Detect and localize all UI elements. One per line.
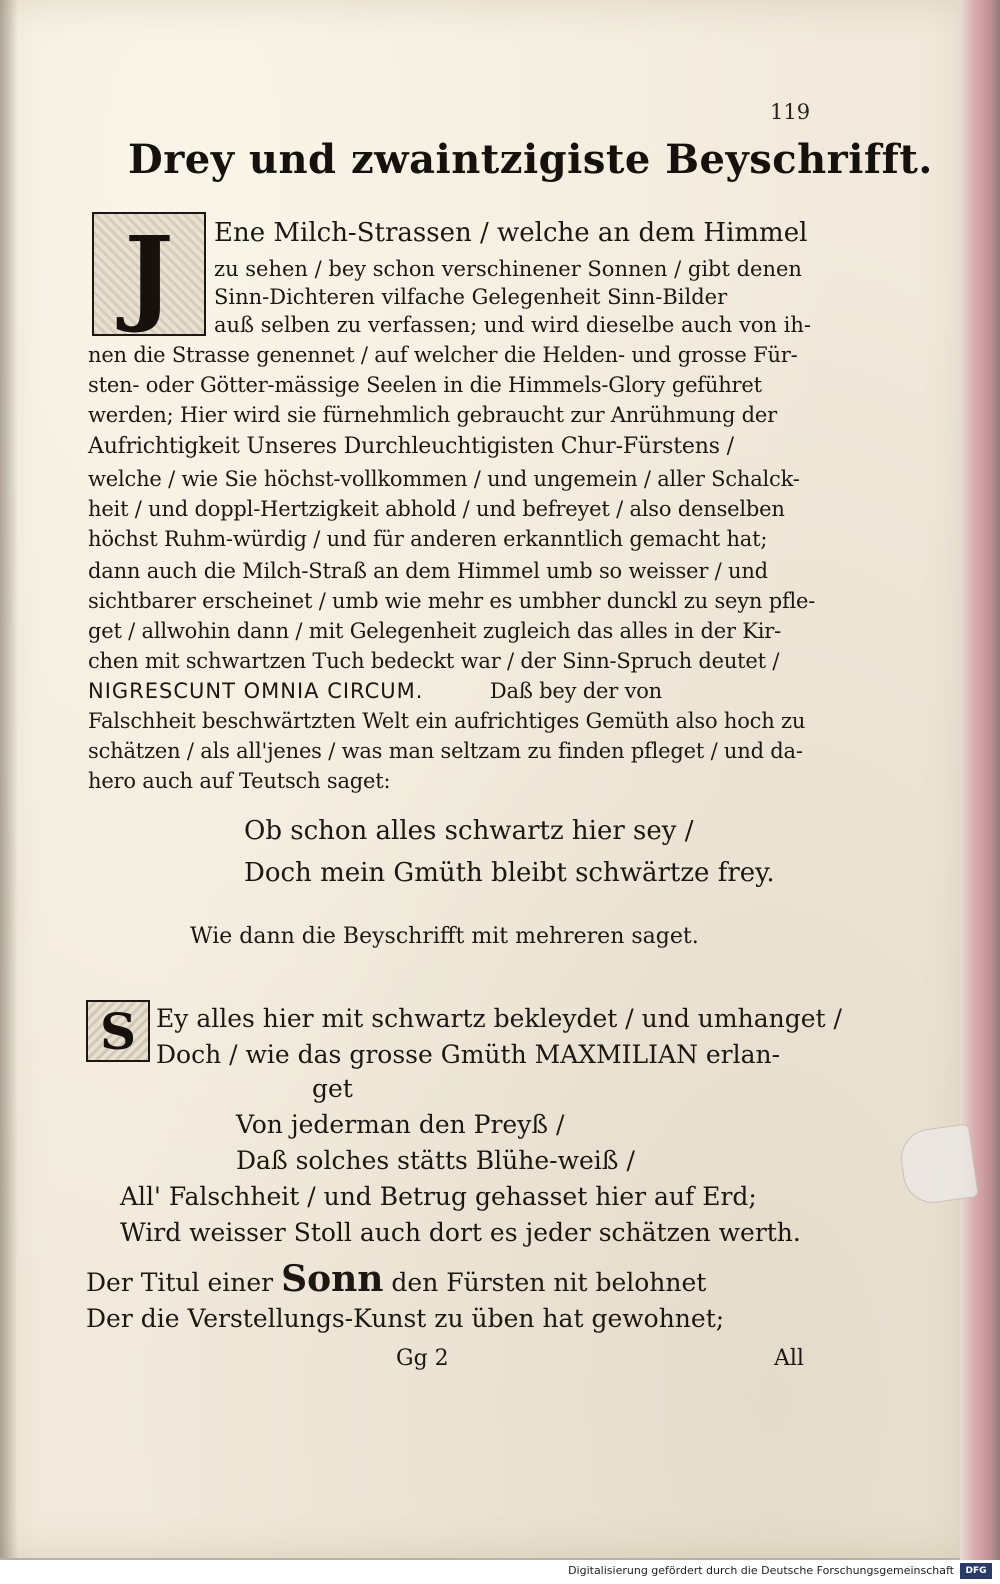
- page-number: 119: [770, 100, 811, 124]
- poem-line: Ey alles hier mit schwartz bekleydet / und umhanget /: [156, 1004, 842, 1033]
- text-line: heit / und doppl-Hertzigkeit abhold / und befreyet / also denselben: [88, 497, 785, 521]
- poem-line: Daß solches stätts Blühe-weiß /: [236, 1146, 635, 1175]
- text-line: schätzen / als all'jenes / was man seltzam zu finden pfleget / und da-: [88, 739, 803, 763]
- poem-initial: S: [86, 1000, 150, 1062]
- text-line: nen die Strasse genennet / auf welcher die Helden- und grosse Für-: [88, 343, 798, 367]
- text-line: Ene Milch-Strassen / welche an dem Himmel: [214, 218, 808, 248]
- drop-cap-initial: J: [92, 212, 206, 336]
- couplet-line: Doch mein Gmüth bleibt schwärtze frey.: [244, 858, 775, 888]
- latin-motto: NIGRESCUNT OMNIA CIRCUM.: [88, 679, 424, 703]
- text-line: welche / wie Sie höchst-vollkommen / und ungemein / aller Schalck-: [88, 467, 800, 491]
- sonn-line-before: Der Titul einer: [86, 1268, 274, 1297]
- text-line: Aufrichtigkeit Unseres Durchleuchtigisten Chur-Fürstens /: [88, 434, 734, 459]
- text-line: sichtbarer erscheinet / umb wie mehr es umbher dunckl zu seyn pfle-: [88, 589, 816, 613]
- poem-line: Von jederman den Preyß /: [236, 1110, 565, 1139]
- poem-line: All' Falschheit / und Betrug gehasset hier auf Erd;: [120, 1182, 757, 1211]
- text-line: zu sehen / bey schon verschinener Sonnen / gibt denen: [214, 257, 802, 281]
- poem-line: get: [312, 1074, 353, 1103]
- page-edge: [960, 0, 1000, 1560]
- text-line: get / allwohin dann / mit Gelegenheit zugleich das alles in der Kir-: [88, 619, 781, 643]
- dfg-logo: DFG: [960, 1563, 992, 1579]
- text-line: auß selben zu verfassen; und wird dieselbe auch von ih-: [214, 313, 812, 337]
- transition-line: Wie dann die Beyschrifft mit mehreren saget.: [190, 924, 699, 949]
- motto-continuation: Daß bey der von: [489, 679, 663, 703]
- digitization-credit: Digitalisierung gefördert durch die Deutsche Forschungsgemeinschaft: [568, 1564, 954, 1577]
- motto-line: [88, 676, 816, 706]
- section-heading: Drey und zwaintzigiste Beyschrifft.: [128, 136, 933, 183]
- text-line: dann auch die Milch-Straß an dem Himmel umb so weisser / und: [88, 559, 768, 583]
- sonn-word: Sonn: [281, 1258, 384, 1300]
- text-line: werden; Hier wird sie fürnehmlich gebraucht zur Anrühmung der: [88, 403, 777, 427]
- text-line: sten- oder Götter-mässige Seelen in die Himmels-Glory geführet: [88, 373, 762, 397]
- signature-mark: Gg 2: [396, 1346, 449, 1371]
- sonn-line: [86, 1258, 707, 1300]
- poem-line: Doch / wie das grosse Gmüth MAXMILIAN erlan-: [156, 1040, 781, 1069]
- poem-line: Der die Verstellungs-Kunst zu üben hat gewohnet;: [86, 1304, 725, 1333]
- poem-line: Wird weisser Stoll auch dort es jeder schätzen werth.: [120, 1218, 801, 1247]
- sonn-line-after: den Fürsten nit belohnet: [391, 1268, 707, 1297]
- text-line: hero auch auf Teutsch saget:: [88, 769, 391, 793]
- gutter-shadow: [0, 0, 18, 1558]
- text-line: Sinn-Dichteren vilfache Gelegenheit Sinn-Bilder: [214, 285, 728, 309]
- text-line: chen mit schwartzen Tuch bedeckt war / der Sinn-Spruch deutet /: [88, 649, 780, 673]
- text-line: höchst Ruhm-würdig / und für anderen erkanntlich gemacht hat;: [88, 527, 768, 551]
- couplet-line: Ob schon alles schwartz hier sey /: [244, 816, 694, 846]
- catchword: All: [774, 1346, 804, 1371]
- text-line: Falschheit beschwärtzten Welt ein aufrichtiges Gemüth also hoch zu: [88, 709, 806, 733]
